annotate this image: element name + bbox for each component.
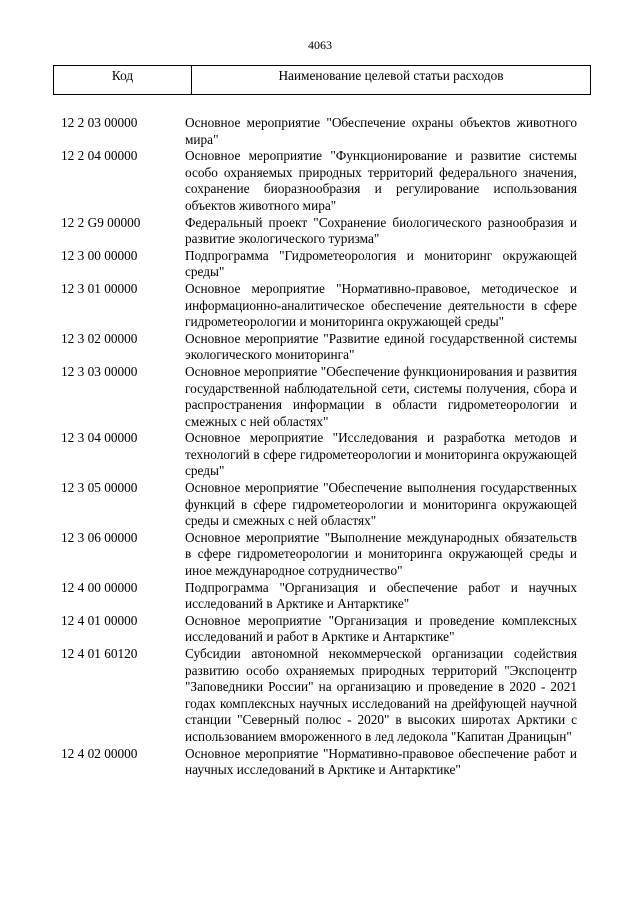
table-row [0,331,640,364]
row-text: Основное мероприятие "Развитие единой государственной системы экологического мониторинга" [185,330,577,363]
row-code: 12 2 03 00000 [61,115,138,130]
row-text: Субсидии автономной некоммерческой организации содействия развитию особо охраняемых природных территорий "Экспоцентр "Заповедники России" на организацию и проведение в 2020 - 2021 годах комплексных научных исследований на дрейфующей научной станции "Северный полюс - 2020" в высоких широтах Арктики с использованием вмороженного в лед ледокола "Капитан Драницын" [185,646,577,744]
table-row [0,364,640,430]
table-body [0,115,640,779]
row-text: Основное мероприятие "Обеспечение охраны объектов животного мира" [185,115,577,147]
row-code: 12 4 01 60120 [61,646,138,661]
table-row [0,430,640,480]
table-header [53,65,591,95]
table-row [0,148,640,214]
column-header-name: Наименование целевой статьи расходов [278,68,504,83]
row-code: 12 4 01 00000 [61,612,138,628]
row-code: 12 2 04 00000 [61,148,138,164]
row-text: Основное мероприятие "Нормативно-правовое, методическое и информационно-аналитическое обеспечение деятельности в сфере гидрометеорологии и мониторинга окружающей среды" [185,280,577,330]
table-row [0,215,640,248]
table-row [0,281,640,331]
table-row [0,115,640,148]
row-text: Основное мероприятие "Исследования и разработка методов и технологий в сфере гидрометеорологии и мониторинга окружающей среды" [185,430,577,479]
page-number: 4063 [308,38,332,52]
row-text: Подпрограмма "Гидрометеорология и мониторинг окружающей среды" [185,247,577,280]
table-row [0,646,640,746]
row-text: Подпрограмма "Организация и обеспечение работ и научных исследований в Арктике и Антарктике" [185,579,577,612]
row-code: 12 3 04 00000 [61,430,138,446]
table-row [0,580,640,613]
row-text: Основное мероприятие "Обеспечение выполнения государственных функций в сфере гидрометеорологии и мониторинга окружающей среды и смежных с ней областях" [185,480,577,529]
column-header-code: Код [54,66,192,94]
row-code: 12 3 01 00000 [61,280,138,296]
row-text: Основное мероприятие "Нормативно-правовое обеспечение работ и научных исследований в Арктике и Антарктике" [185,745,577,778]
row-code: 12 3 06 00000 [61,529,138,545]
table-row [0,248,640,281]
row-text: Основное мероприятие "Выполнение международных обязательств в сфере гидрометеорологии и мониторинга окружающей среды и иное международное сотрудничество" [185,529,577,579]
row-code: 12 3 02 00000 [61,330,138,346]
table-row [0,480,640,530]
row-text: Основное мероприятие "Организация и проведение комплексных исследований и работ в Арктике и Антарктике" [185,612,577,645]
row-text: Основное мероприятие "Функционирование и развитие системы особо охраняемых природных территорий федерального значения, сохранение биоразнообразия и регулирование использования объектов животного мира" [185,148,577,213]
table-row [0,530,640,580]
row-code: 12 4 02 00000 [61,745,138,761]
row-text: Федеральный проект "Сохранение биологического разнообразия и развитие экологического туризма" [185,214,577,247]
table-row [0,746,640,779]
row-code: 12 3 03 00000 [61,363,138,379]
row-code: 12 4 00 00000 [61,579,138,595]
row-code: 12 3 00 00000 [61,247,138,263]
row-code: 12 3 05 00000 [61,480,138,496]
table-row [0,613,640,646]
row-text: Основное мероприятие "Обеспечение функционирования и развития государственной наблюдательной сети, системы получения, сбора и распространения информации в области гидрометеорологии и смежных с ней областях" [185,363,577,429]
row-code: 12 2 G9 00000 [61,214,141,230]
